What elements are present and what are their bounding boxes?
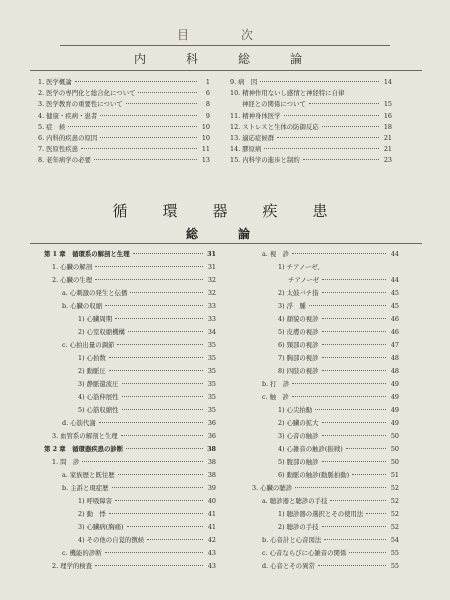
leader-dots [322,344,386,345]
toc-entry [78,523,216,531]
toc-entry [62,471,216,479]
leader-dots [95,266,203,267]
toc-entry-label: 4) 心雑音の触診(振戦) [278,445,343,453]
toc-entry-page: 38 [207,458,216,466]
toc-entry [52,458,216,466]
leader-dots [115,500,203,501]
toc-entry [278,315,399,323]
toc-entry-page: 45 [390,289,399,297]
leader-dots [277,137,379,138]
toc-entry-label: 9. 病 因 [230,78,258,86]
toc-entry-label: a. 視 診 [262,250,290,258]
toc-entry-page: 41 [207,510,216,518]
toc-entry-page: 36 [207,419,216,427]
toc-entry-label: 1) 心尖拍動 [278,406,313,414]
toc-entry-page: 43 [207,562,216,570]
toc-entry [278,471,399,479]
toc-entry-label: 6) 頸部の視診 [278,341,319,349]
toc-entry-label: 第 2 章 循環器疾患の診断 [44,445,124,453]
leader-dots [324,539,386,540]
toc-entry-label: 3. 心臓の聴診 [252,484,293,492]
toc-entry [278,523,399,531]
toc-entry-page: 39 [207,484,216,492]
toc-entry [288,276,399,284]
toc-entry-page: 50 [390,458,399,466]
toc-entry-page: 13 [201,156,210,165]
leader-dots [75,81,197,82]
leader-dots [147,539,203,540]
toc-entry [230,156,392,164]
toc-entry-label: 6) 動脈の触診(動脈拍動) [278,471,350,479]
leader-dots [352,474,386,475]
toc-entry [278,445,399,453]
toc-entry-label: 1) 心拍数 [78,354,106,362]
toc-entry [278,367,399,375]
toc-entry-label: b. 主訴と現症歴 [62,484,109,492]
leader-dots [322,435,386,436]
toc-entry-label: 14. 膠原病 [230,145,262,154]
toc-entry-label: 12. ストレスと生体の防御反応 [230,122,319,131]
toc-entry-label: 3) 心臓病(胸痛) [78,523,124,531]
leader-dots [133,253,203,254]
leader-dots [122,409,203,410]
toc-entry-page: 41 [207,523,216,531]
leader-dots [115,318,203,319]
toc-entry-label: 1) 呼吸障害 [78,497,113,505]
toc-entry-page: 49 [390,406,399,414]
leader-dots [322,318,386,319]
toc-entry-label: 3) 心音の触診 [278,432,319,440]
toc-entry [62,289,216,297]
toc-entry-page: 6 [205,89,210,98]
toc-entry-label: 神経との関係について [242,100,306,109]
leader-dots [303,159,379,160]
toc-entry-page: 46 [390,328,399,336]
leader-dots [95,279,203,280]
toc-entry [62,549,216,557]
leader-dots [295,487,386,488]
toc-entry [242,100,392,108]
toc-entry [278,458,399,466]
toc-entry-page: 10 [201,134,210,142]
leader-dots [284,115,379,116]
leader-dots [315,409,386,410]
toc-entry-label: 第 1 章 循環系の解剖と生理 [44,250,130,258]
toc-entry [278,328,399,336]
toc-entry [52,263,216,271]
leader-dots [309,305,386,306]
leader-dots [121,435,203,436]
toc-entry [38,123,210,131]
toc-entry [262,562,399,570]
toc-entry-page: 11 [201,145,210,154]
toc-entry-label: 3. 血管系の解剖と生理 [52,432,118,440]
toc-entry-page: 34 [207,328,216,336]
leader-dots [109,370,203,371]
toc-entry [78,536,216,544]
toc-entry-label: 1) 聴診器の選択とその使用法 [278,510,364,518]
toc-entry-page: 49 [390,393,399,401]
leader-dots [82,461,203,462]
toc-entry [230,145,392,153]
toc-entry-page: 50 [390,445,399,453]
leader-dots [118,474,203,475]
toc-entry [262,549,399,557]
toc-entry-label: b. 心音計と心音図法 [262,536,322,544]
toc-entry [62,419,216,427]
toc-entry-page: 36 [207,432,216,440]
toc-entry [38,89,210,97]
toc-entry-label: c. 心拍出量の調節 [62,341,115,349]
leader-dots [322,279,386,280]
toc-entry [230,123,392,131]
leader-dots [292,396,386,397]
toc-entry-label: 2) 心臓の拡大 [278,419,319,427]
toc-entry-label: 2) 太鼓バチ指 [278,289,319,297]
toc-entry-label: 13. 適応症候群 [230,134,275,142]
toc-entry-page: 14 [383,78,392,86]
toc-entry-page: 52 [390,510,399,518]
toc-entry-page: 9 [205,111,210,120]
leader-dots [105,552,203,553]
toc-entry-page: 35 [207,354,216,362]
toc-entry-label: 1. 医学概論 [38,78,72,86]
toc-entry-page: 44 [390,276,399,284]
toc-entry-page: 42 [207,536,216,544]
toc-entry-label: a. 聴診器と聴診の手技 [262,497,328,505]
toc-entry-label: c. 心音ならびに心雑音の関係 [262,549,347,557]
toc-entry-page: 48 [390,354,399,362]
leader-dots [109,513,203,514]
toc-entry-label: 2. 理学的検査 [52,562,93,570]
toc-entry [38,100,210,108]
leader-dots [264,148,379,149]
toc-entry [230,89,392,97]
toc-entry-page: 44 [390,250,399,258]
toc-entry [62,484,216,492]
leader-dots [126,103,197,104]
toc-entry-page: 46 [390,315,399,323]
toc-entry [38,78,210,86]
toc-entry [278,406,399,414]
toc-entry-page: 55 [390,562,399,570]
section-title-circulatory: 循 環 器 疾 患 [112,202,338,220]
toc-entry [278,419,399,427]
toc-entry-page: 48 [390,367,399,375]
toc-entry-label: 15. 内科学の進歩と制約 [230,156,300,165]
toc-entry-label: 5) 腹部の触診 [278,458,319,466]
toc-entry-page: 21 [383,134,392,142]
toc-entry-page: 43 [207,549,216,557]
toc-entry-label: a. 家族歴と既往歴 [62,471,115,479]
toc-entry-label: 5) 心筋収縮性 [78,406,119,414]
toc-entry-page: 32 [207,289,216,297]
leader-dots [330,500,386,501]
toc-entry [62,302,216,310]
leader-dots [292,383,386,384]
toc-entry-label: 3) 浮 腫 [278,302,306,310]
toc-entry [62,341,216,349]
toc-entry-page: 21 [383,145,392,154]
toc-entry-label: 2) 聴診の手技 [278,523,319,531]
toc-entry-page: 52 [390,484,399,492]
toc-entry-page: 35 [207,341,216,349]
toc-entry-page: 1 [205,78,210,86]
toc-entry-page: 45 [390,302,399,310]
toc-entry [52,432,216,440]
toc-entry-label: c. 触 診 [262,393,289,401]
leader-dots [322,292,386,293]
toc-entry [262,380,399,388]
toc-entry-page: 31 [207,250,216,258]
toc-entry-label: 1. 心臓の解剖 [52,263,93,271]
toc-entry [38,112,210,120]
toc-entry [78,510,216,518]
toc-entry-label: 2) 動脈圧 [78,367,106,375]
toc-entry [230,112,392,120]
leader-dots [346,448,386,449]
toc-entry-page: 35 [207,406,216,414]
toc-entry-page: 35 [207,367,216,375]
divider [30,70,422,71]
toc-entry-label: 5. 症 候 [38,122,66,131]
toc-entry-page: 47 [390,341,399,349]
leader-dots [68,126,197,127]
toc-entry [52,562,216,570]
toc-entry [78,497,216,505]
toc-entry [262,393,399,401]
leader-dots [138,92,197,93]
toc-entry-label: d. 心音とその異常 [262,562,315,570]
toc-entry-page: 49 [390,380,399,388]
toc-entry [78,367,216,375]
toc-entry-page: 10 [201,122,210,131]
toc-entry-label: 1) チアノーゼ, [278,263,320,271]
toc-entry-label: 1) 心臓周期 [78,315,113,323]
toc-entry-page: 40 [207,497,216,505]
leader-dots [99,422,203,423]
toc-entry-label: チアノーゼ [288,276,320,284]
toc-entry-label: 2. 医学の専門化と総合化について [38,89,136,98]
leader-dots [117,344,203,345]
toc-entry-page: 52 [390,523,399,531]
leader-dots [366,513,386,514]
toc-entry [78,380,216,388]
leader-dots [322,461,386,462]
leader-dots [322,331,386,332]
leader-dots [292,253,386,254]
leader-dots [100,115,197,116]
toc-entry-page: 33 [207,302,216,310]
toc-entry-page: 49 [390,419,399,427]
toc-entry [278,263,399,271]
subsection-title-overview: 総 論 [185,227,264,241]
toc-entry [78,393,216,401]
toc-entry-label: 2) 動 悸 [78,510,106,518]
toc-entry-label: 3) 静脈還流圧 [78,380,119,388]
toc-entry [278,354,399,362]
divider [30,243,422,244]
toc-entry-page: 16 [383,111,392,120]
leader-dots [322,526,386,527]
leader-dots [109,357,203,358]
toc-entry-label: 1. 問 診 [52,458,80,466]
toc-entry-page: 8 [205,100,210,109]
toc-entry [38,134,210,142]
toc-entry [262,250,399,258]
toc-entry [78,354,216,362]
toc-entry [278,341,399,349]
toc-entry-label: b. 打 診 [262,380,290,388]
toc-entry-label: 8) 四肢の視診 [278,367,319,375]
toc-entry [44,250,216,258]
toc-entry-page: 38 [207,445,216,453]
toc-entry-label: 4) 顔貌の視診 [278,315,319,323]
leader-dots [322,357,386,358]
toc-entry-label: 5) 皮膚の視診 [278,328,319,336]
toc-entry [278,289,399,297]
toc-entry-page: 38 [207,471,216,479]
toc-entry-page: 54 [390,536,399,544]
leader-dots [260,81,379,82]
toc-entry [52,276,216,284]
leader-dots [126,448,203,449]
toc-entry [38,145,210,153]
leader-dots [130,292,203,293]
toc-entry [262,497,399,505]
toc-entry [278,510,399,518]
toc-entry-label: b. 心臓の収縮 [62,302,103,310]
toc-entry-page: 55 [390,549,399,557]
leader-dots [322,126,379,127]
leader-dots [105,305,203,306]
leader-dots [81,148,197,149]
toc-entry [78,328,216,336]
toc-entry-page: 33 [207,315,216,323]
toc-entry [278,302,399,310]
leader-dots [122,396,203,397]
toc-entry-label: 4) その他の自覚的徴候 [78,536,145,544]
toc-entry-label: 7. 医原性疾患 [38,145,79,154]
leader-dots [122,383,203,384]
toc-entry [278,432,399,440]
toc-entry-label: 4. 健康・疾病・患者 [38,111,98,120]
toc-entry-page: 35 [207,393,216,401]
leader-dots [95,565,203,566]
leader-dots [127,526,203,527]
toc-entry-label: 3. 医学教育の重要性について [38,100,123,109]
section-title-general: 内 科 総 論 [133,52,316,66]
toc-entry-page: 18 [383,122,392,131]
leader-dots [94,159,197,160]
toc-entry [262,536,399,544]
leader-dots [349,552,386,553]
toc-entry [230,134,392,142]
contents-title: 目 次 [176,28,273,42]
toc-entry-page: 23 [383,156,392,165]
leader-dots [322,422,386,423]
toc-entry-label: d. 心筋代謝 [62,419,96,427]
toc-entry-page: 50 [390,432,399,440]
toc-entry-label: 2. 心臓の生理 [52,276,93,284]
toc-entry-page: 15 [383,100,392,109]
toc-entry-page: 35 [207,380,216,388]
toc-entry [44,445,216,453]
toc-entry [252,484,399,492]
toc-entry [78,406,216,414]
toc-entry-label: 4) 心筋伸展性 [78,393,119,401]
leader-dots [128,331,203,332]
toc-entry-label: 10. 精神作用ないし感情と神経特に自律 [230,89,345,98]
leader-dots [318,565,386,566]
toc-entry [78,315,216,323]
toc-entry [38,156,210,164]
toc-entry-label: 6. 内科的疾患の原因 [38,134,98,142]
toc-entry-label: 11. 精神身体医学 [230,111,281,120]
leader-dots [322,370,386,371]
toc-entry-label: 7) 胸部の視診 [278,354,319,362]
toc-entry-label: 8. 老年病学の必要 [38,156,91,165]
toc-entry-page: 52 [390,497,399,505]
divider [60,45,390,46]
toc-entry-page: 31 [207,263,216,271]
leader-dots [100,137,197,138]
toc-entry-page: 51 [390,471,399,479]
toc-entry [230,78,392,86]
leader-dots [309,103,379,104]
toc-entry-page: 32 [207,276,216,284]
toc-entry-label: c. 機能的診断 [62,549,102,557]
toc-entry-label: a. 心刺激の発生と伝播 [62,289,128,297]
leader-dots [112,487,204,488]
toc-entry-label: 2) 心室収縮機構 [78,328,125,336]
